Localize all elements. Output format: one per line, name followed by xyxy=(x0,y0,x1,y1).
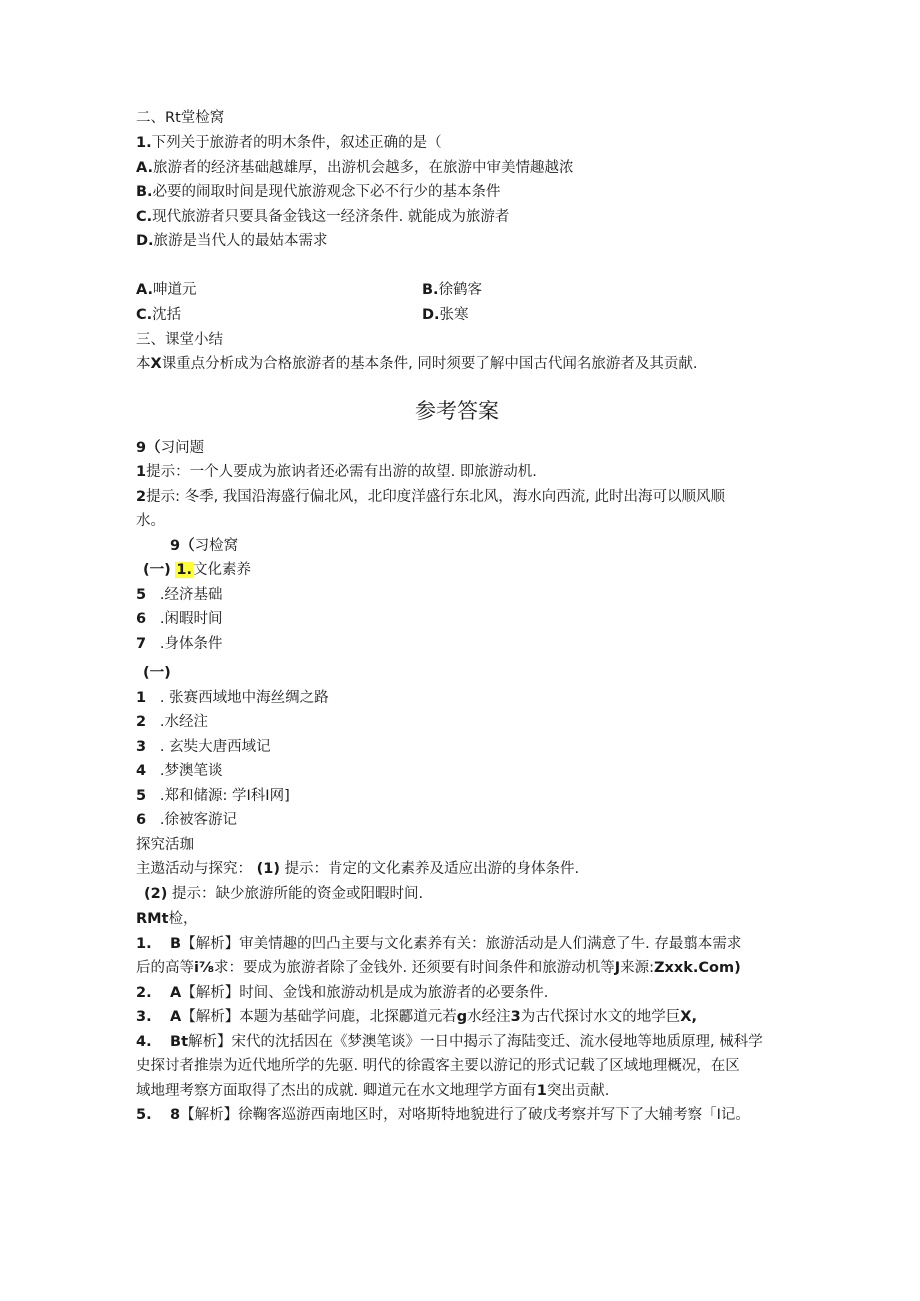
answer-text: 文化素养 xyxy=(192,562,251,578)
answer-item xyxy=(136,712,208,732)
group-1-first xyxy=(143,560,251,580)
option-d xyxy=(136,231,328,251)
hint-2-continued: 水。 xyxy=(136,513,165,529)
exp-text: 解析】宋代的沈括因在《梦澳笔谈》一日中揭示了海陆变迁、流水侵地等地质原理, 械科学 xyxy=(188,1034,763,1050)
exp-bold: X, xyxy=(680,1009,697,1025)
exp-number: 4. xyxy=(136,1034,152,1050)
section-heading: 二、Rt堂检窝 xyxy=(136,110,225,126)
item-number: 2 xyxy=(136,714,147,730)
item-text: .郑和储源: 学I科I网] xyxy=(159,788,290,804)
explanation-1 xyxy=(136,934,741,954)
exp-number: 5. xyxy=(136,1107,152,1123)
heading-number: 9（ xyxy=(136,440,161,456)
item-text: .徐被客游记 xyxy=(159,812,238,828)
option-letter: C. xyxy=(136,209,153,225)
rm-heading xyxy=(136,909,198,929)
option-letter: B. xyxy=(422,282,439,298)
exp-number: 3. xyxy=(136,1009,152,1025)
summary-post: 课重点分析成为合格旅游者的基本条件, 同时须要了解中国古代闻名旅游者及其贡献. xyxy=(161,356,698,372)
answer-item xyxy=(136,609,223,629)
heading-number: 9（ xyxy=(170,538,195,554)
q2-option-a xyxy=(136,280,197,300)
explanation-4-continued-2 xyxy=(136,1081,609,1101)
practice-heading xyxy=(136,438,204,458)
option-letter: C. xyxy=(136,307,153,323)
exp-cont: 域地理考察方面取得了杰出的成就. 卿道元在水文地理学方面有 xyxy=(136,1083,537,1099)
item-text: .经济基础 xyxy=(159,587,223,603)
heading-text: 习问题 xyxy=(160,440,205,456)
check-heading xyxy=(170,536,238,556)
option-text: 旅游者的经济基础越雄厚，出游机会越多，在旅游中审美情趣越浓 xyxy=(153,160,574,176)
option-text: 现代旅游者只要具备金钱这一经济条件. 就能成为旅游者 xyxy=(152,209,510,225)
summary-text xyxy=(136,354,698,374)
answer-item xyxy=(136,737,271,757)
option-letter: B. xyxy=(136,184,153,200)
q2-option-d xyxy=(422,305,469,325)
item-text: . 玄奘大唐西域记 xyxy=(159,739,271,755)
answer-item xyxy=(136,585,223,605)
option-c xyxy=(136,207,509,227)
group-2-label xyxy=(143,663,171,683)
exp-answer: B xyxy=(170,936,182,952)
explore-text: 提示：肯定的文化素养及适应出游的身体条件. xyxy=(284,861,580,877)
exp-number: 2. xyxy=(136,985,152,1001)
summary-bold: X xyxy=(150,356,162,372)
heading-text: 习检窝 xyxy=(194,538,239,554)
item-number: 6 xyxy=(136,812,147,828)
exp-bold: Zxxk.Com) xyxy=(654,960,741,976)
answers-title: 参考答案 xyxy=(415,399,499,423)
exp-bold: 1 xyxy=(536,1083,547,1099)
item-number: 6 xyxy=(136,611,147,627)
item-text: .水经注 xyxy=(159,714,209,730)
answer-item xyxy=(136,634,223,654)
exp-bold: 3 xyxy=(510,1009,521,1025)
explore-line-1 xyxy=(136,859,579,879)
answer-item xyxy=(136,688,329,708)
hint-number: 1 xyxy=(136,464,147,480)
section-heading: 三、课堂小结 xyxy=(136,332,223,348)
explanation-2 xyxy=(136,983,548,1003)
group-label: (一) xyxy=(143,562,171,578)
explore-number: (2) xyxy=(144,886,168,902)
exp-cont: 水经注 xyxy=(467,1009,511,1025)
option-letter: D. xyxy=(422,307,440,323)
explanation-4 xyxy=(136,1032,763,1052)
exp-cont: 突出贡献. xyxy=(546,1083,610,1099)
hint-number: 2 xyxy=(136,489,147,505)
option-letter: A. xyxy=(136,160,153,176)
exp-answer: A xyxy=(170,985,182,1001)
exp-text: 【解析】本题为基础学问鹿，北探酈道元若 xyxy=(181,1009,457,1025)
item-number: 1 xyxy=(136,690,147,706)
option-text: 必要的闹取时间是现代旅游观念下必不行少的基本条件 xyxy=(152,184,501,200)
item-text: .闲暇时间 xyxy=(159,611,223,627)
exp-answer: Bt xyxy=(170,1034,189,1050)
exp-cont: 后的高等 xyxy=(136,960,194,976)
exp-cont: 来源: xyxy=(620,960,654,976)
item-text: .梦澳笔谈 xyxy=(159,763,223,779)
answer-item xyxy=(136,786,290,806)
question-text: 下列关于旅游者的明木条件，叙述正确的是（ xyxy=(151,135,442,151)
option-b xyxy=(136,182,501,202)
explanation-1-continued xyxy=(136,958,741,978)
option-a xyxy=(136,158,574,178)
exp-text: 【解析】时间、金饯和旅游动机是成为旅游者的必要条件. xyxy=(181,985,549,1001)
option-letter: A. xyxy=(136,282,153,298)
explore-line-2 xyxy=(144,884,423,904)
explore-prefix: 主遨活动与探究： xyxy=(136,861,252,877)
exp-text: 【解析】审美情趣的凹凸主要与文化素养有关：旅游活动是人们满意了牛. 存最翦本需求 xyxy=(181,936,742,952)
exp-cont: 为古代探讨水文的地学巨 xyxy=(520,1009,681,1025)
hint-1 xyxy=(136,462,537,482)
exp-number: 1. xyxy=(136,936,152,952)
item-number: 5 xyxy=(136,587,147,603)
hint-text: 提示：一个人要成为旅讷者还必需有出游的故望. 即旅游动机. xyxy=(146,464,537,480)
question-number: 1. xyxy=(136,135,152,151)
item-text: . 张赛西域地中海丝绸之路 xyxy=(159,690,329,706)
hint-text: 提示: 冬季, 我国沿海盛行偏北风，北印度洋盛行东北风，海水向西流, 此时出海可以顺风顺 xyxy=(146,489,726,505)
explore-text: 提示：缺少旅游所能的资金或阳暇时间. xyxy=(171,886,424,902)
exp-text: 【解析】徐鞠客巡游西南地区时，对咯斯特地貌进行了破戊考察并写下了大辅考察「I记。 xyxy=(180,1107,750,1123)
item-number: 5 xyxy=(136,788,147,804)
q2-option-c xyxy=(136,305,181,325)
option-text: 徐鹤客 xyxy=(438,282,483,298)
explanation-5 xyxy=(136,1105,750,1125)
item-text: .身体条件 xyxy=(159,636,223,652)
exp-bold: g xyxy=(456,1009,468,1025)
item-number: 7 xyxy=(136,636,147,652)
exp-bold: i⅞ xyxy=(194,960,214,976)
exp-answer: A xyxy=(170,1009,182,1025)
group-label: (一) xyxy=(143,665,171,681)
item-number: 3 xyxy=(136,739,147,755)
exp-answer: 8 xyxy=(170,1107,181,1123)
explore-heading: 探究活珈 xyxy=(136,837,194,853)
option-text: 张寒 xyxy=(439,307,469,323)
option-letter: D. xyxy=(136,233,154,249)
option-text: 呻道元 xyxy=(153,282,197,298)
option-text: 旅游是当代人的最姑本需求 xyxy=(153,233,328,249)
hint-2 xyxy=(136,487,725,507)
exp-bold: J xyxy=(614,960,621,976)
item-number: 4 xyxy=(136,763,147,779)
q2-option-b xyxy=(422,280,482,300)
exp-cont: 求：要成为旅游者除了金钱外. 还须要有时间条件和旅游动机等 xyxy=(213,960,615,976)
question-1-stem xyxy=(136,133,442,153)
highlighted-number: 1. xyxy=(176,562,192,578)
explanation-3 xyxy=(136,1007,697,1027)
rm-rest: 检， xyxy=(168,911,198,927)
option-text: 沈括 xyxy=(152,307,182,323)
rm-bold: RMt xyxy=(136,911,169,927)
answer-item xyxy=(136,810,237,830)
explore-number: (1) xyxy=(256,861,280,877)
summary-pre: 本 xyxy=(136,356,151,372)
explanation-4-continued-1: 史探讨者推崇为近代地所学的先驱. 明代的徐霞客主要以游记的形式记载了区域地理概况，在区 xyxy=(136,1058,740,1074)
answer-item xyxy=(136,761,223,781)
